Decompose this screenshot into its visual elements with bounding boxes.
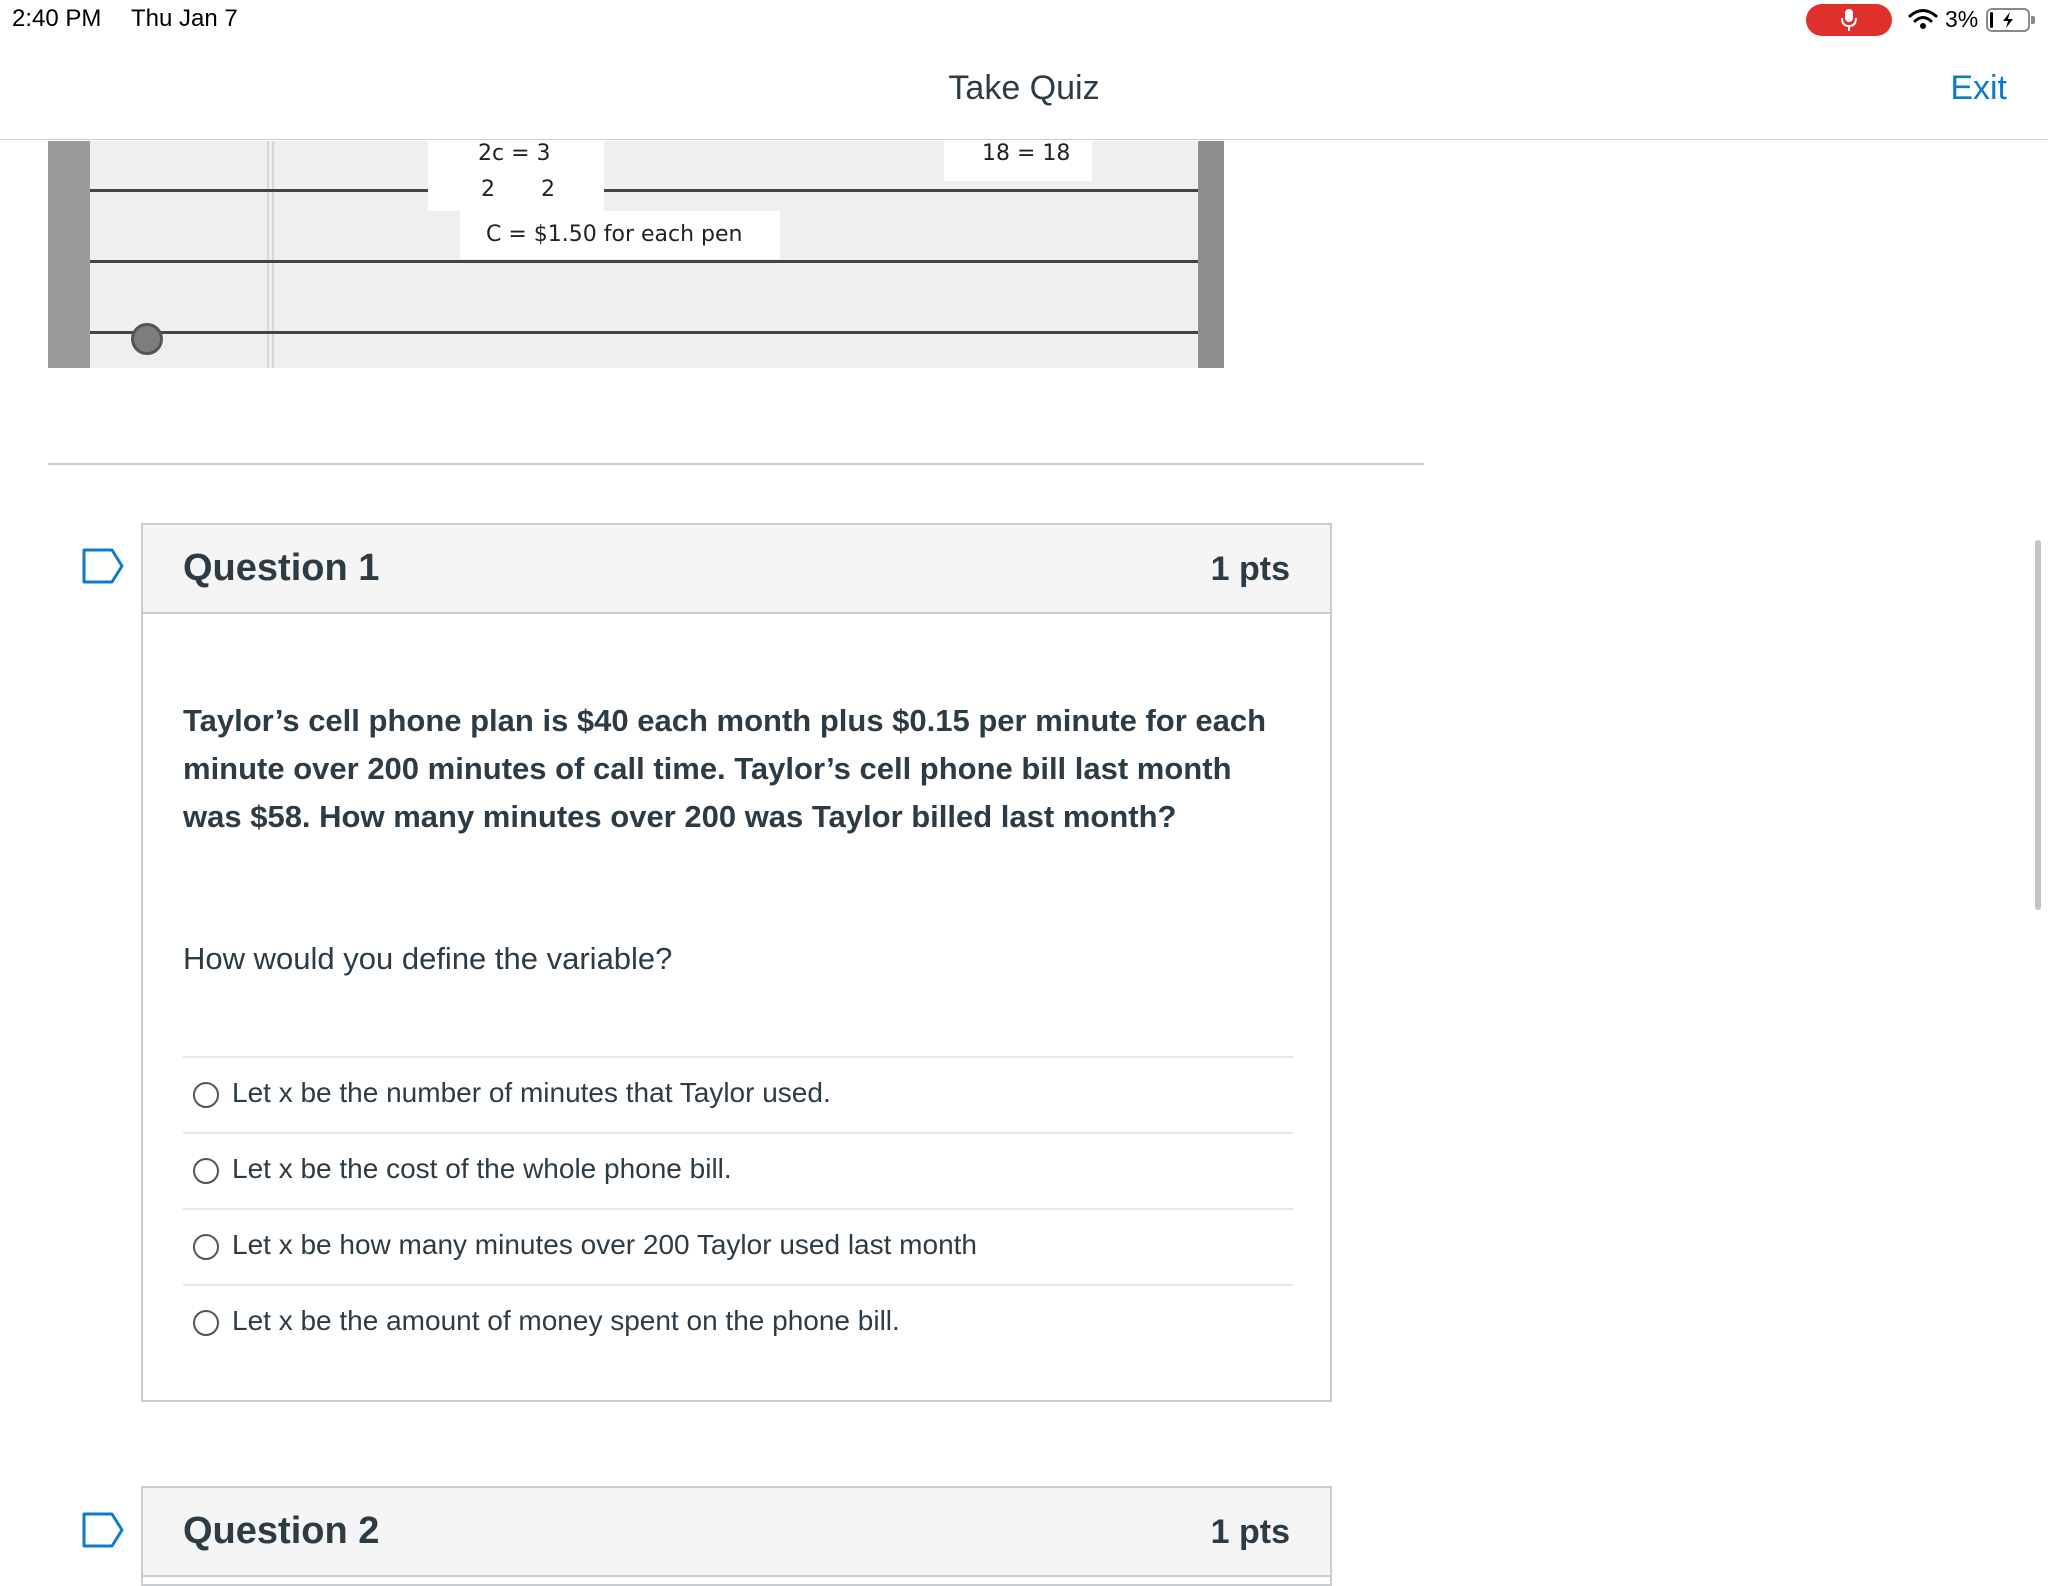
answer-label[interactable]: Let x be the amount of money spent on the phone bill. xyxy=(232,1305,900,1336)
question-card xyxy=(141,1486,1332,1586)
status-time: 2:40 PM xyxy=(12,5,102,32)
equation-numerator: 2c = 3 xyxy=(478,141,551,166)
equation-denominator: 2 xyxy=(481,177,495,202)
check-text: 18 = 18 xyxy=(982,141,1071,166)
section-divider xyxy=(48,463,1424,465)
radio-button[interactable] xyxy=(193,1234,219,1260)
question-prompt: How would you define the variable? xyxy=(183,941,673,976)
question-title: Question 2 xyxy=(183,1510,380,1552)
wifi-icon xyxy=(1908,8,1938,30)
radio-button[interactable] xyxy=(193,1310,219,1336)
question-card xyxy=(141,523,1332,1402)
equation-box xyxy=(428,141,604,211)
solution-text: C = $1.50 for each pen xyxy=(486,222,743,247)
scan-edge-left xyxy=(48,141,90,368)
exit-button[interactable]: Exit xyxy=(1950,69,2007,107)
scan-ruled-line xyxy=(90,260,1224,263)
radio-button[interactable] xyxy=(193,1158,219,1184)
question-text: Taylor’s cell phone plan is $40 each month plus $0.15 per minute for each minute over 200 minutes of call time. Taylor’s cell phone bill last month was $58. How many minutes over 200 was Taylor billed last month? xyxy=(183,703,1267,834)
status-date: Thu Jan 7 xyxy=(131,5,238,32)
answer-option[interactable] xyxy=(183,1208,1293,1284)
page-title: Take Quiz xyxy=(948,69,1100,107)
question-points: 1 pts xyxy=(1210,1513,1290,1551)
solution-box xyxy=(460,211,780,259)
answer-option[interactable] xyxy=(183,1056,1293,1132)
battery-percent: 3% xyxy=(1945,6,1979,32)
status-bar xyxy=(0,0,2048,40)
microphone-indicator[interactable] xyxy=(1806,4,1892,36)
flag-question-icon[interactable] xyxy=(82,1512,124,1548)
quiz-header xyxy=(0,40,2048,140)
hole-punch xyxy=(131,323,163,355)
answer-label[interactable]: Let x be the number of minutes that Taylor used. xyxy=(232,1077,831,1108)
worksheet-image xyxy=(48,141,1224,368)
question-header xyxy=(143,525,1330,614)
question-header xyxy=(143,1488,1330,1577)
scrollbar[interactable] xyxy=(2035,540,2041,910)
answer-label[interactable]: Let x be how many minutes over 200 Taylor used last month xyxy=(232,1229,977,1260)
scan-edge-right xyxy=(1198,141,1224,368)
equation-denominator: 2 xyxy=(541,177,555,202)
check-box xyxy=(944,141,1092,181)
answer-list xyxy=(183,1056,1293,1360)
flag-question-icon[interactable] xyxy=(82,548,124,584)
answer-label[interactable]: Let x be the cost of the whole phone bill. xyxy=(232,1153,732,1184)
scan-ruled-line xyxy=(90,189,1224,192)
answer-option[interactable] xyxy=(183,1132,1293,1208)
radio-button[interactable] xyxy=(193,1082,219,1108)
answer-option[interactable] xyxy=(183,1284,1293,1360)
battery-icon xyxy=(1986,8,2030,32)
question-title: Question 1 xyxy=(183,547,380,589)
microphone-icon xyxy=(1840,9,1858,31)
question-points: 1 pts xyxy=(1210,550,1290,588)
scan-ruled-line xyxy=(90,331,1224,334)
